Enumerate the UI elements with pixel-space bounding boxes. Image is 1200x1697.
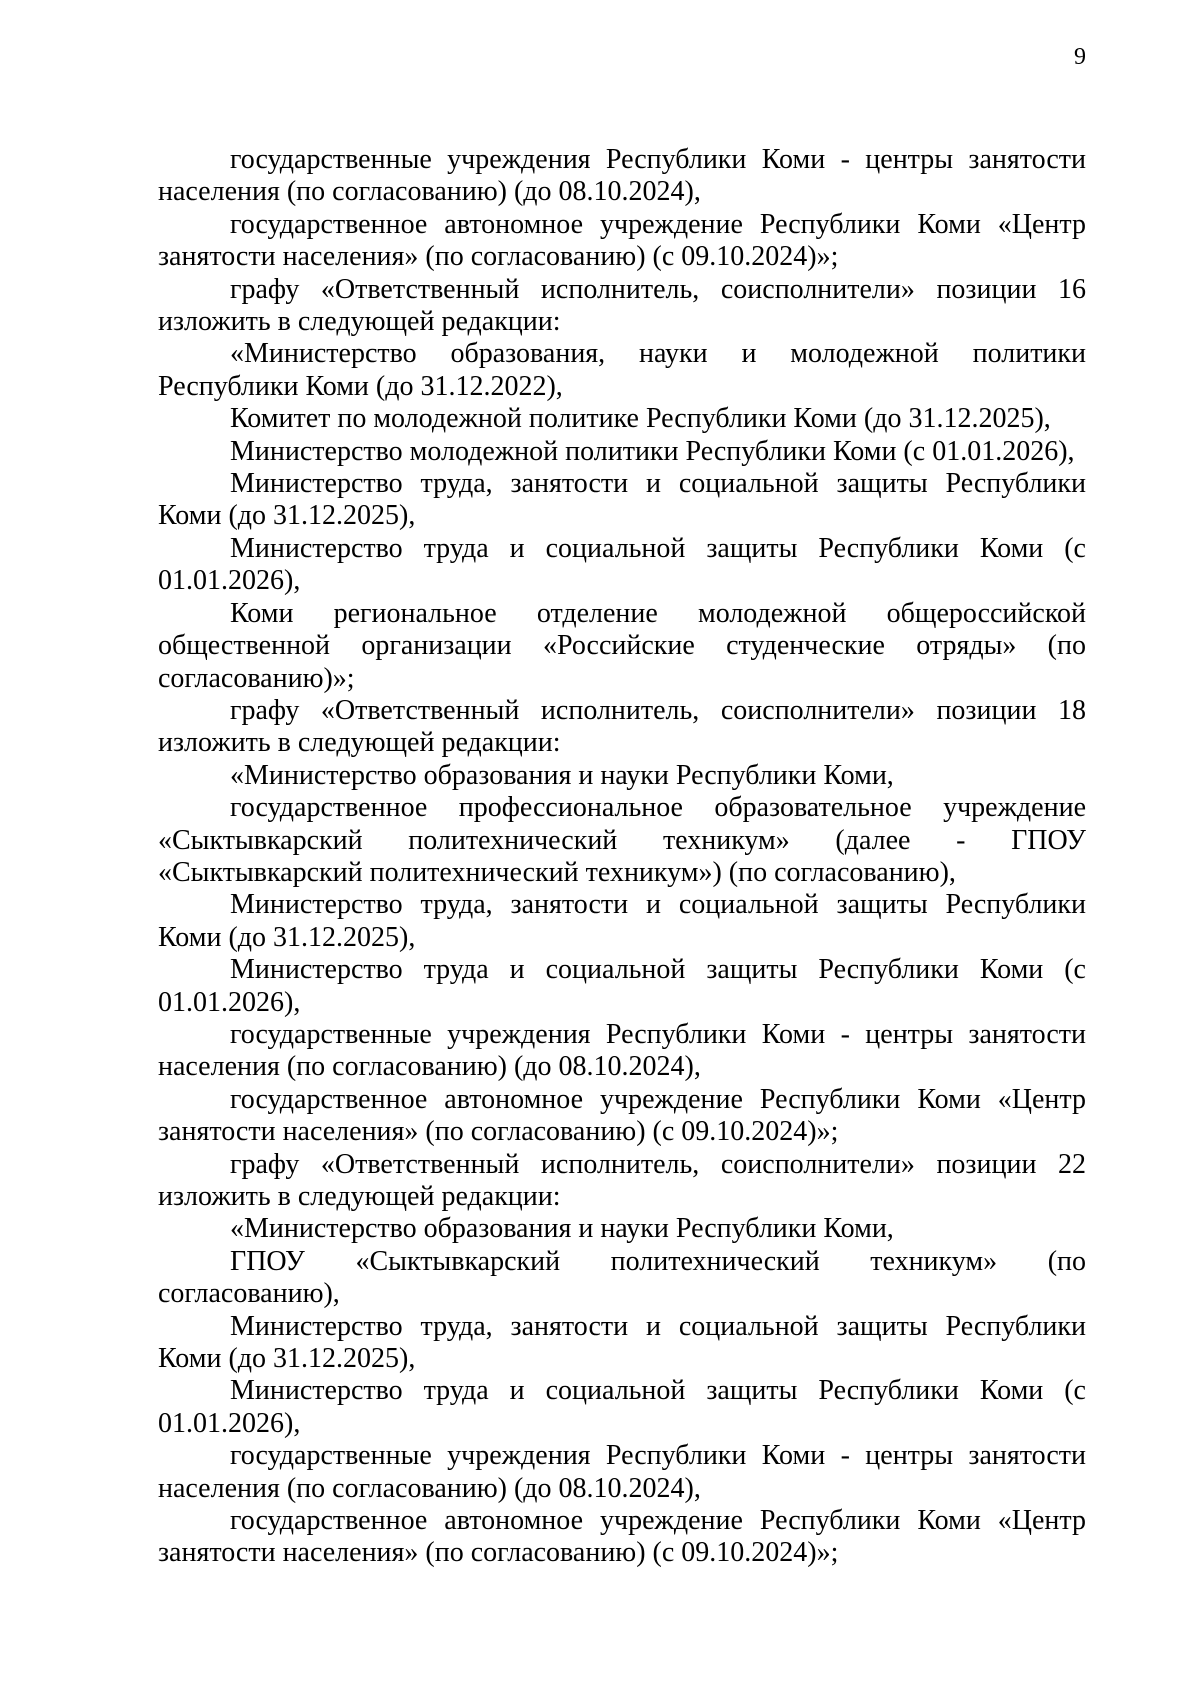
paragraph: Комитет по молодежной политике Республики Коми (до 31.12.2025), xyxy=(230,403,1051,435)
paragraph: «Министерство образования и науки Республики Коми, xyxy=(230,759,894,791)
paragraph: графу «Ответственный исполнитель, соисполнители» позиции 18 изложить в следующей редакции: xyxy=(158,694,1086,759)
paragraph: государственные учреждения Республики Коми - центры занятости населения (по согласованию) (до 08.10.2024), xyxy=(158,1440,1086,1504)
paragraph: государственные учреждения Республики Коми - центры занятости населения (по согласованию) (до 08.10.2024), xyxy=(158,1018,1086,1083)
paragraph: Коми региональное отделение молодежной общероссийской общественной организации «Российские студенческие отряды» (по согласованию)»; xyxy=(158,597,1086,694)
paragraph: государственное профессиональное образовательное учреждение «Сыктывкарский политехнический техникум» (далее - ГПОУ «Сыктывкарский политехнический техникум») (по согласованию), xyxy=(158,792,1086,888)
paragraph: Министерство труда, занятости и социальной защиты Республики Коми (до 31.12.2025), xyxy=(158,468,1086,532)
paragraph: Министерство труда и социальной защиты Республики Коми (с 01.01.2026), xyxy=(158,1375,1086,1439)
paragraph: графу «Ответственный исполнитель, соисполнители» позиции 22 изложить в следующей редакции: xyxy=(158,1148,1086,1212)
paragraph: Министерство труда и социальной защиты Республики Коми (с 01.01.2026), xyxy=(158,532,1086,597)
paragraph: «Министерство образования, науки и молодежной политики Республики Коми (до 31.12.2022), xyxy=(158,338,1086,402)
document-body xyxy=(158,144,1086,1570)
paragraph: Министерство труда, занятости и социальной защиты Республики Коми (до 31.12.2025), xyxy=(158,1310,1086,1375)
paragraph: государственное автономное учреждение Республики Коми «Центр занятости населения» (по согласованию) (с 09.10.2024)»; xyxy=(158,1083,1086,1148)
page-number: 9 xyxy=(1074,44,1086,70)
paragraph: государственное автономное учреждение Республики Коми «Центр занятости населения» (по согласованию) (с 09.10.2024)»; xyxy=(158,1505,1086,1569)
paragraph: «Министерство образования и науки Республики Коми, xyxy=(230,1213,894,1245)
paragraph: Министерство труда и социальной защиты Республики Коми (с 01.01.2026), xyxy=(158,954,1086,1018)
paragraph: Министерство молодежной политики Республики Коми (с 01.01.2026), xyxy=(230,435,1075,467)
paragraph: государственное автономное учреждение Республики Коми «Центр занятости населения» (по согласованию) (с 09.10.2024)»; xyxy=(158,208,1086,273)
paragraph: государственные учреждения Республики Коми - центры занятости населения (по согласованию) (до 08.10.2024), xyxy=(158,144,1086,208)
paragraph: Министерство труда, занятости и социальной защиты Республики Коми (до 31.12.2025), xyxy=(158,889,1086,953)
paragraph: ГПОУ «Сыктывкарский политехнический техникум» (по согласованию), xyxy=(158,1245,1086,1310)
paragraph: графу «Ответственный исполнитель, соисполнители» позиции 16 изложить в следующей редакции: xyxy=(158,273,1086,338)
